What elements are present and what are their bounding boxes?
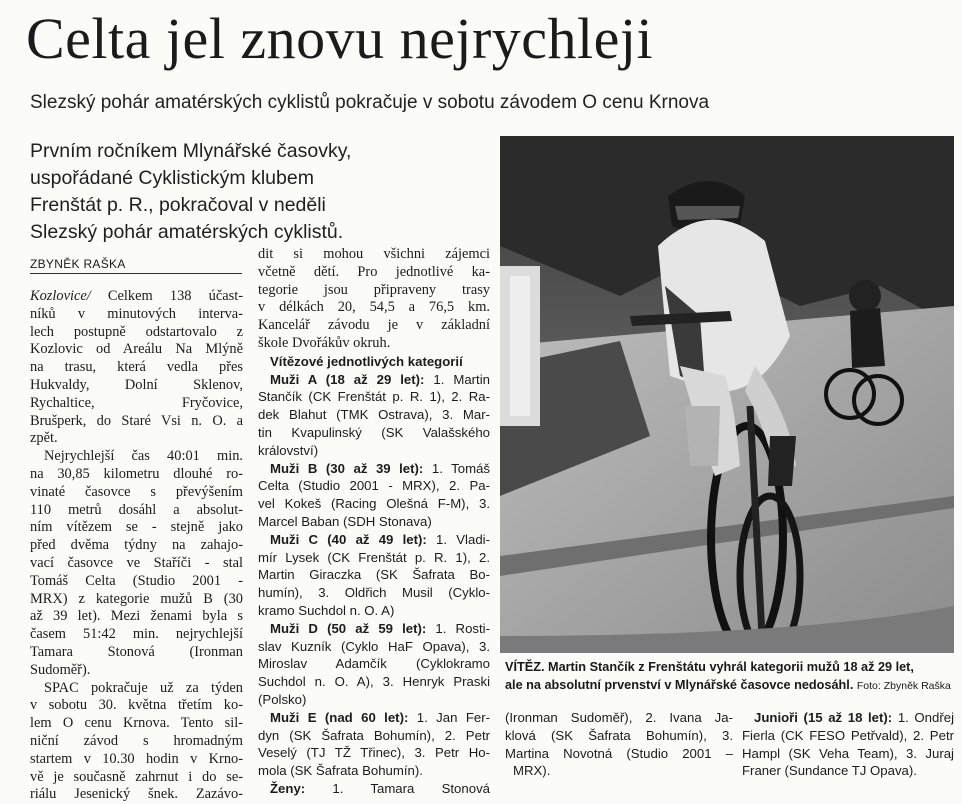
category-label: Muži A (18 až 29 let): — [270, 371, 425, 387]
text-line: lech postupně odstartovalo z — [30, 323, 243, 340]
body-column-1 — [30, 288, 243, 804]
text-line — [258, 477, 490, 495]
results-heading: Vítězové jednotlivých kategorií — [270, 353, 463, 369]
text-line: před dvěma týdny na zahajo- — [30, 537, 243, 554]
text-line: 110 metrů dosáhl a absolut- — [30, 501, 243, 518]
text-line: SPAC pokračuje už za týden — [44, 679, 243, 696]
category-text: Fierla (CK FESO Petřvald), 2. Petr — [742, 727, 954, 743]
text-line: na trasu, která vedla přes — [30, 359, 243, 376]
text-line — [258, 691, 490, 709]
cyclist-photo — [500, 136, 954, 653]
category-text: vel Kokeš (Racing Olešná F-M), 3. — [258, 496, 490, 512]
text-line: níků v minutových interva- — [30, 305, 243, 322]
text-line: Hukvaldy, Dolní Sklenov, — [30, 376, 243, 393]
text-line: Brušperk, do Staré Vsi n. O. a — [30, 412, 243, 429]
category-text: Suchdol n. O. A), 3. Henryk Praski — [258, 674, 490, 690]
category-label: Muži E (nad 60 let): — [270, 709, 409, 725]
result-muzi-a — [258, 371, 490, 460]
photo-credit: Foto: Zbyněk Raška — [856, 679, 951, 692]
text-line: časem 51:42 min. nejrychlejší — [30, 626, 243, 643]
text-line — [742, 727, 954, 745]
category-text: mola (SK Šafrata Bohumín). — [258, 763, 423, 779]
text-line: tegorie jsou připraveny trasy — [258, 281, 490, 298]
category-text: Veselý (TJ TŽ Třinec), 3. Petr Ho- — [258, 745, 490, 761]
text-line — [258, 584, 490, 602]
text-line: Sudoměř). — [30, 661, 91, 678]
photo-caption — [505, 659, 957, 695]
category-text: Hampl (SK Veha Team), 3. Juraj — [742, 745, 954, 761]
text-line-part: klová (SK Šafrata Bohumín), 3. — [505, 727, 733, 743]
text-line: na 30,85 kilometru dlouhé ro- — [30, 465, 243, 482]
text-line: vinaté časovce s převýšením — [30, 483, 243, 500]
category-label: Ženy: — [270, 780, 306, 796]
results-section — [258, 353, 490, 798]
caption-line-2: ale na absolutní prvenství v Mlynářské časovce nedosáhl. — [505, 677, 854, 692]
category-text: 1. Tomáš — [431, 460, 490, 476]
text-line: Rychaltice, Fryčovice, — [30, 394, 243, 411]
category-text: slav Kuzník (Cyklo HaF Opava), 3. — [258, 638, 490, 654]
text-line: vací časovce ve Staříči - stal — [30, 554, 243, 571]
category-text: 1. Tamara Stonová — [332, 780, 490, 796]
category-label: Muži B (30 až 39 let): — [270, 460, 424, 476]
text-line — [258, 762, 490, 780]
text-line: startem v 10.30 hodin v Krno- — [30, 750, 243, 767]
text-line: Kancelář závodu je v základní — [258, 317, 490, 334]
category-text: 1. Ondřej — [897, 710, 954, 725]
text-line: vě je současně zahrnut i do se- — [30, 768, 243, 785]
category-text: Miroslav Adamčík (Cyklokramo — [258, 656, 490, 672]
text-line — [742, 709, 954, 727]
lead-paragraph — [30, 138, 410, 246]
result-muzi-e — [258, 709, 490, 780]
text-line — [258, 371, 490, 389]
text-line: lem O cenu Krnova. Tento sil- — [30, 715, 243, 732]
text-line — [258, 744, 490, 762]
text-line — [258, 388, 490, 406]
text-line — [258, 406, 490, 424]
column-2-intro — [258, 246, 490, 353]
text-line: Tamara Stonová (Ironman — [30, 643, 243, 660]
subheadline: Slezský pohár amatérských cyklistů pokračuje v sobotu závodem O cenu Krnova — [30, 92, 710, 113]
lead-line: uspořádané Cyklistickým klubem — [30, 167, 314, 189]
lead-line: Prvním ročníkem Mlynářské časovky, — [30, 140, 352, 162]
text-line — [258, 709, 490, 727]
category-label: Muži D (50 až 59 let): — [270, 620, 427, 636]
category-label: Muži C (40 až 49 let): — [270, 531, 427, 547]
text-line: Nejrychlejší čas 40:01 min. — [44, 448, 243, 465]
category-text: dek Blahut (TMK Ostrava), 3. Mar- — [258, 407, 490, 423]
text-line: (Ironman Sudoměř), 2. Ivana Ja- — [505, 710, 733, 725]
text-line: Martina Novotná (Studio 2001 – — [505, 745, 733, 761]
headline: Celta jel znovu nejrychleji — [26, 6, 654, 71]
text-line: Kozlovice/ Celkem 138 účast- — [30, 288, 243, 304]
text-line — [258, 442, 490, 460]
text-line — [258, 602, 490, 620]
text-line: zpět. — [30, 430, 58, 447]
text-line — [258, 566, 490, 584]
text-line — [258, 495, 490, 513]
body-column-4 — [742, 709, 954, 780]
caption-line-1: VÍTĚZ. Martin Stančík z Frenštátu vyhrál kategorii mužů 18 až 29 let, — [505, 660, 914, 674]
category-text: Franer (Sundance TJ Opava). — [742, 763, 917, 779]
byline: ZBYNĚK RAŠKA — [30, 255, 242, 274]
text-line — [258, 549, 490, 567]
category-text: království) — [258, 442, 319, 458]
result-muzi-c — [258, 531, 490, 620]
result-juniori — [742, 709, 954, 780]
text-line — [258, 638, 490, 656]
text-line: niční závod s hromadným — [30, 732, 243, 749]
lead-line: Slezský pohár amatérských cyklistů. — [30, 221, 344, 243]
text-line: Tomáš Celta (Studio 2001 - — [30, 572, 243, 589]
category-text: Celta (Studio 2001 - MRX), 2. Pa- — [258, 478, 490, 494]
category-text: 1. Rosti- — [435, 620, 490, 636]
text-line: riálu Jesenický šnek. Zazávo- — [30, 786, 243, 803]
text-line: MRX) z kategorie mužů B (30 — [30, 590, 243, 607]
text-line — [505, 727, 733, 745]
lead-line: Frenštát p. R., pokračoval v neděli — [30, 194, 326, 216]
category-text: humín), 3. Oldřich Musil (Cyklo- — [258, 585, 490, 601]
category-label: Junioři (15 až 18 let): — [754, 710, 893, 725]
category-text: Stančík (CK Frenštát p. R. 1), 2. Ra- — [258, 389, 490, 405]
text-line — [258, 655, 490, 673]
category-text: tin Kvapulinský (SK Valašského — [258, 424, 490, 440]
category-text: Martin Giraczka (SK Šafrata Bo- — [258, 567, 490, 583]
category-text: 1. Jan Fer- — [416, 709, 490, 725]
result-muzi-b — [258, 460, 490, 531]
text-line — [258, 673, 490, 691]
text-line — [258, 460, 490, 478]
text-line: včetně dětí. Pro jednotlivé ka- — [258, 263, 490, 280]
text-line — [258, 513, 490, 531]
text-line — [258, 424, 490, 442]
text-line: škole Dvořákův okruh. — [258, 334, 391, 351]
text-line: MRX). — [513, 763, 551, 779]
result-muzi-d — [258, 620, 490, 709]
text-line: ním vítězem se - stejně jako — [30, 519, 243, 536]
text-line — [258, 620, 490, 638]
category-text: (Polsko) — [258, 691, 307, 707]
text-line — [742, 745, 954, 763]
text-line: dit si mohou všichni zájemci — [258, 246, 490, 262]
text-line: v délkách 20, 54,5 a 76,5 km. — [258, 299, 490, 316]
text-line — [258, 531, 490, 549]
category-text: dyn (SK Šafrata Bohumín), 2. Petr — [258, 727, 490, 743]
text-line: až 39 let). Mezi ženami byla s — [30, 608, 243, 625]
category-text: Marcel Baban (SDH Stonava) — [258, 513, 432, 529]
category-text: 1. Martin — [433, 371, 490, 387]
text-line — [258, 727, 490, 745]
category-text: kramo Suchdol n. O. A) — [258, 602, 395, 618]
text-line — [742, 762, 954, 780]
cyclist-photo-image — [500, 136, 954, 653]
text-line: Kozlovic od Areálu Na Mlýně — [30, 341, 243, 358]
dateline: Kozlovice/ — [30, 288, 91, 304]
text-line: v sobotu 30. května třetím ko- — [30, 697, 243, 714]
body-column-2 — [258, 246, 490, 798]
category-text: 1. Vladi- — [436, 531, 490, 547]
category-text: mír Lysek (CK Frenštát p. R. 1), 2. — [258, 549, 490, 565]
body-column-3 — [505, 709, 733, 780]
